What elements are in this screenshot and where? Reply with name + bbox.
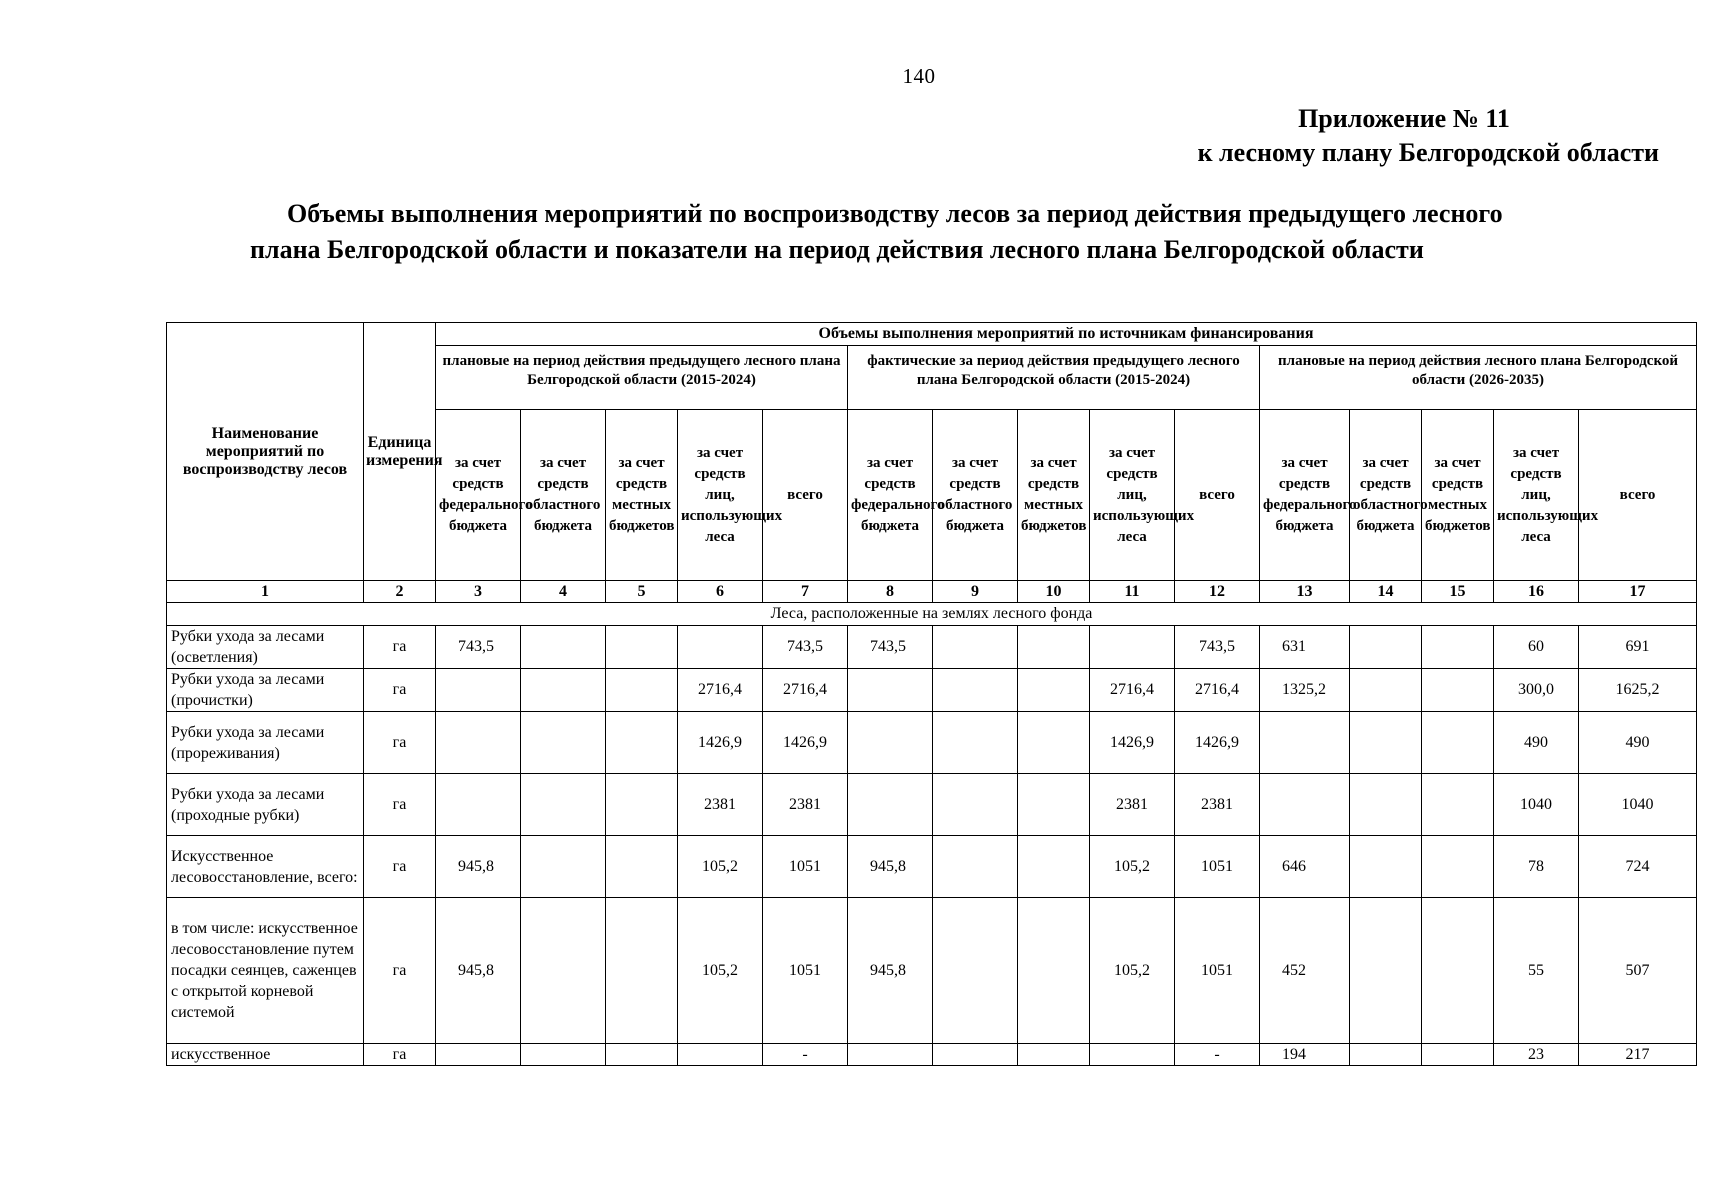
- unit-cell: га: [364, 626, 436, 669]
- value-cell-col-7: 743,5: [763, 626, 848, 669]
- value-cell-col-14: [1350, 669, 1422, 712]
- value-cell-col-14: [1350, 898, 1422, 1044]
- value-cell-col-15: [1422, 1044, 1494, 1066]
- value-cell-col-15: [1422, 626, 1494, 669]
- unit-cell: га: [364, 898, 436, 1044]
- value-cell-col-9: [933, 836, 1018, 898]
- value-cell-col-11: [1090, 626, 1175, 669]
- value-cell-col-6: 2716,4: [678, 669, 763, 712]
- column-number: 13: [1260, 581, 1350, 603]
- subheader-regional: за счет средств областного бюджета: [1350, 410, 1422, 581]
- value-cell-col-9: [933, 898, 1018, 1044]
- activity-name-cell: искусственное: [167, 1044, 364, 1066]
- value-cell-col-4: [521, 1044, 606, 1066]
- value-cell-col-16: 490: [1494, 712, 1579, 774]
- subheader-forest-users: за счет средств лиц, использующих леса: [678, 410, 763, 581]
- value-cell-col-12: 2716,4: [1175, 669, 1260, 712]
- column-number: 12: [1175, 581, 1260, 603]
- reforestation-table: [166, 322, 1697, 1066]
- value-cell-col-16: 300,0: [1494, 669, 1579, 712]
- value-cell-col-13: 1325,2: [1260, 669, 1350, 712]
- header-unit: Единица измерения: [364, 323, 436, 581]
- value-cell-col-8: [848, 669, 933, 712]
- unit-cell: га: [364, 1044, 436, 1066]
- value-cell-col-7: 1051: [763, 898, 848, 1044]
- value-cell-col-6: [678, 1044, 763, 1066]
- subheader-local: за счет средств местных бюджетов: [1018, 410, 1090, 581]
- value-cell-col-6: 105,2: [678, 836, 763, 898]
- column-number: 3: [436, 581, 521, 603]
- header-group-actual-previous: фактические за период действия предыдущего лесного плана Белгородской области (2015-2024): [848, 346, 1260, 410]
- value-cell-col-5: [606, 1044, 678, 1066]
- value-cell-col-17: 691: [1579, 626, 1697, 669]
- column-number: 1: [167, 581, 364, 603]
- unit-cell: га: [364, 712, 436, 774]
- value-cell-col-12: -: [1175, 1044, 1260, 1066]
- value-cell-col-4: [521, 898, 606, 1044]
- value-cell-col-17: 490: [1579, 712, 1697, 774]
- column-number: 11: [1090, 581, 1175, 603]
- column-number-row: [167, 581, 1697, 603]
- activity-name-cell: Рубки ухода за лесами (прореживания): [167, 712, 364, 774]
- value-cell-col-12: 1051: [1175, 836, 1260, 898]
- value-cell-col-13: 631: [1260, 626, 1350, 669]
- section-row: [167, 603, 1697, 626]
- value-cell-col-15: [1422, 774, 1494, 836]
- column-number: 5: [606, 581, 678, 603]
- value-cell-col-3: 743,5: [436, 626, 521, 669]
- header-group-planned-current: плановые на период действия лесного плана Белгородской области (2026-2035): [1260, 346, 1697, 410]
- value-cell-col-13: [1260, 774, 1350, 836]
- page-number: 140: [902, 64, 936, 88]
- title-line-1: Объемы выполнения мероприятий по воспроизводству лесов за период действия предыдущего лесного: [287, 199, 1503, 228]
- subheader-total: всего: [763, 410, 848, 581]
- value-cell-col-4: [521, 712, 606, 774]
- table-row: [167, 1044, 1697, 1066]
- column-number: 17: [1579, 581, 1697, 603]
- subheader-regional: за счет средств областного бюджета: [521, 410, 606, 581]
- column-number: 2: [364, 581, 436, 603]
- title-line-2: плана Белгородской области и показатели на период действия лесного плана Белгородской области: [250, 235, 1424, 264]
- value-cell-col-15: [1422, 712, 1494, 774]
- value-cell-col-4: [521, 774, 606, 836]
- unit-cell: га: [364, 774, 436, 836]
- value-cell-col-13: 194: [1260, 1044, 1350, 1066]
- table-row: [167, 898, 1697, 1044]
- activity-name-cell: Рубки ухода за лесами (проходные рубки): [167, 774, 364, 836]
- value-cell-col-14: [1350, 626, 1422, 669]
- value-cell-col-17: 1625,2: [1579, 669, 1697, 712]
- reforestation-table-wrapper: [166, 322, 1696, 1066]
- appendix-line-2: к лесному плану Белгородской области: [1197, 138, 1659, 167]
- column-number: 16: [1494, 581, 1579, 603]
- value-cell-col-16: 55: [1494, 898, 1579, 1044]
- value-cell-col-13: [1260, 712, 1350, 774]
- value-cell-col-16: 60: [1494, 626, 1579, 669]
- appendix-heading: [1099, 102, 1659, 170]
- column-number: 14: [1350, 581, 1422, 603]
- value-cell-col-7: 2381: [763, 774, 848, 836]
- value-cell-col-12: 1051: [1175, 898, 1260, 1044]
- value-cell-col-6: 105,2: [678, 898, 763, 1044]
- activity-name-cell: в том числе: искусственное лесовосстановление путем посадки сеянцев, саженцев с открытой корневой системой: [167, 898, 364, 1044]
- value-cell-col-14: [1350, 774, 1422, 836]
- value-cell-col-14: [1350, 836, 1422, 898]
- value-cell-col-8: 743,5: [848, 626, 933, 669]
- value-cell-col-15: [1422, 669, 1494, 712]
- subheader-federal: за счет средств федерального бюджета: [436, 410, 521, 581]
- table-row: [167, 774, 1697, 836]
- value-cell-col-10: [1018, 774, 1090, 836]
- table-body: [167, 603, 1697, 1066]
- value-cell-col-10: [1018, 836, 1090, 898]
- value-cell-col-12: 743,5: [1175, 626, 1260, 669]
- table-row: [167, 836, 1697, 898]
- value-cell-col-17: 217: [1579, 1044, 1697, 1066]
- value-cell-col-7: -: [763, 1044, 848, 1066]
- value-cell-col-7: 1051: [763, 836, 848, 898]
- table-row: [167, 669, 1697, 712]
- value-cell-col-8: [848, 712, 933, 774]
- value-cell-col-14: [1350, 712, 1422, 774]
- value-cell-col-10: [1018, 669, 1090, 712]
- section-title: Леса, расположенные на землях лесного фонда: [167, 603, 1697, 626]
- unit-cell: га: [364, 836, 436, 898]
- value-cell-col-8: [848, 1044, 933, 1066]
- value-cell-col-5: [606, 626, 678, 669]
- value-cell-col-16: 23: [1494, 1044, 1579, 1066]
- value-cell-col-3: [436, 774, 521, 836]
- value-cell-col-5: [606, 712, 678, 774]
- value-cell-col-8: 945,8: [848, 836, 933, 898]
- value-cell-col-3: [436, 669, 521, 712]
- value-cell-col-12: 2381: [1175, 774, 1260, 836]
- value-cell-col-4: [521, 626, 606, 669]
- subheader-regional: за счет средств областного бюджета: [933, 410, 1018, 581]
- value-cell-col-16: 78: [1494, 836, 1579, 898]
- subheader-local: за счет средств местных бюджетов: [1422, 410, 1494, 581]
- value-cell-col-6: [678, 626, 763, 669]
- subheader-total: всего: [1175, 410, 1260, 581]
- value-cell-col-17: 1040: [1579, 774, 1697, 836]
- value-cell-col-11: 105,2: [1090, 898, 1175, 1044]
- value-cell-col-5: [606, 774, 678, 836]
- column-number: 4: [521, 581, 606, 603]
- value-cell-col-17: 507: [1579, 898, 1697, 1044]
- value-cell-col-10: [1018, 1044, 1090, 1066]
- unit-cell: га: [364, 669, 436, 712]
- document-title: [250, 196, 1670, 268]
- value-cell-col-13: 646: [1260, 836, 1350, 898]
- value-cell-col-9: [933, 669, 1018, 712]
- value-cell-col-14: [1350, 1044, 1422, 1066]
- column-number: 15: [1422, 581, 1494, 603]
- table-row: [167, 712, 1697, 774]
- value-cell-col-5: [606, 836, 678, 898]
- subheader-forest-users: за счет средств лиц, использующих леса: [1090, 410, 1175, 581]
- header-group-planned-previous: плановые на период действия предыдущего лесного плана Белгородской области (2015-2024): [436, 346, 848, 410]
- value-cell-col-10: [1018, 898, 1090, 1044]
- value-cell-col-6: 1426,9: [678, 712, 763, 774]
- activity-name-cell: Рубки ухода за лесами (прочистки): [167, 669, 364, 712]
- activity-name-cell: Искусственное лесовосстановление, всего:: [167, 836, 364, 898]
- value-cell-col-9: [933, 626, 1018, 669]
- value-cell-col-3: 945,8: [436, 898, 521, 1044]
- value-cell-col-5: [606, 669, 678, 712]
- value-cell-col-4: [521, 836, 606, 898]
- value-cell-col-9: [933, 712, 1018, 774]
- value-cell-col-7: 1426,9: [763, 712, 848, 774]
- value-cell-col-9: [933, 1044, 1018, 1066]
- column-number: 6: [678, 581, 763, 603]
- subheader-total: всего: [1579, 410, 1697, 581]
- value-cell-col-11: 1426,9: [1090, 712, 1175, 774]
- value-cell-col-3: [436, 712, 521, 774]
- activity-name-cell: Рубки ухода за лесами (осветления): [167, 626, 364, 669]
- value-cell-col-8: 945,8: [848, 898, 933, 1044]
- header-funding-sources: Объемы выполнения мероприятий по источникам финансирования: [436, 323, 1697, 346]
- subheader-local: за счет средств местных бюджетов: [606, 410, 678, 581]
- value-cell-col-4: [521, 669, 606, 712]
- value-cell-col-11: 2716,4: [1090, 669, 1175, 712]
- value-cell-col-7: 2716,4: [763, 669, 848, 712]
- column-number: 9: [933, 581, 1018, 603]
- value-cell-col-16: 1040: [1494, 774, 1579, 836]
- table-row: [167, 626, 1697, 669]
- column-number: 7: [763, 581, 848, 603]
- value-cell-col-15: [1422, 836, 1494, 898]
- value-cell-col-12: 1426,9: [1175, 712, 1260, 774]
- column-number: 8: [848, 581, 933, 603]
- value-cell-col-6: 2381: [678, 774, 763, 836]
- value-cell-col-11: 105,2: [1090, 836, 1175, 898]
- value-cell-col-3: [436, 1044, 521, 1066]
- column-number: 10: [1018, 581, 1090, 603]
- value-cell-col-15: [1422, 898, 1494, 1044]
- value-cell-col-8: [848, 774, 933, 836]
- value-cell-col-10: [1018, 626, 1090, 669]
- header-activity-name: Наименование мероприятий по воспроизводству лесов: [167, 323, 364, 581]
- subheader-federal: за счет средств федерального бюджета: [848, 410, 933, 581]
- value-cell-col-11: [1090, 1044, 1175, 1066]
- value-cell-col-13: 452: [1260, 898, 1350, 1044]
- appendix-line-1: Приложение № 11: [1298, 104, 1510, 133]
- value-cell-col-3: 945,8: [436, 836, 521, 898]
- value-cell-col-11: 2381: [1090, 774, 1175, 836]
- subheader-federal: за счет средств федерального бюджета: [1260, 410, 1350, 581]
- value-cell-col-17: 724: [1579, 836, 1697, 898]
- value-cell-col-9: [933, 774, 1018, 836]
- value-cell-col-5: [606, 898, 678, 1044]
- subheader-forest-users: за счет средств лиц, использующих леса: [1494, 410, 1579, 581]
- value-cell-col-10: [1018, 712, 1090, 774]
